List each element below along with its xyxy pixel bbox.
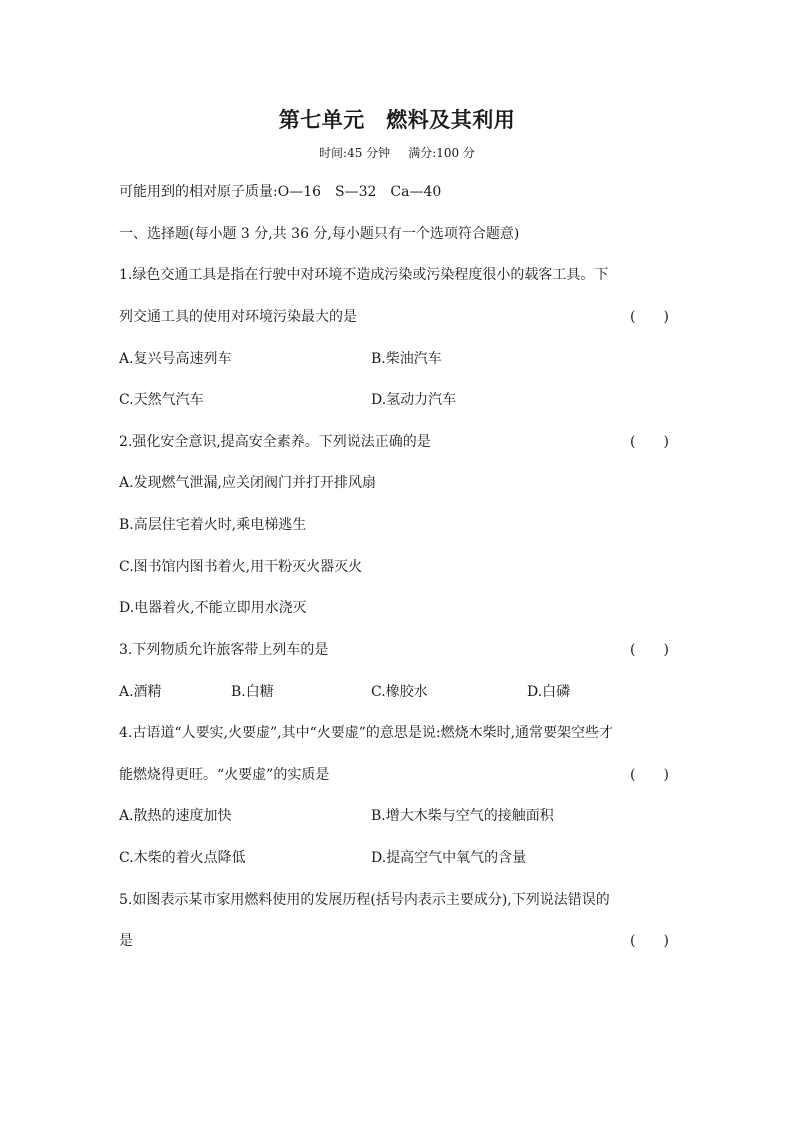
q3-option-b: B.白糖: [231, 684, 274, 700]
q5-stem-line2: 是: [119, 933, 133, 949]
q2-option-c: C.图书馆内图书着火,用干粉灭火器灭火: [119, 559, 363, 575]
q2-option-b: B.高层住宅着火时,乘电梯逃生: [119, 517, 307, 533]
q2-stem: 2.强化安全意识,提高安全素养。下列说法正确的是: [119, 434, 431, 450]
exam-meta: [0, 144, 794, 162]
q1-option-a: A.复兴号高速列车: [119, 351, 232, 367]
page-title: 第七单元 燃料及其利用: [278, 108, 516, 132]
q2-answer-paren: ( ): [630, 434, 669, 450]
q1-option-c: C.天然气汽车: [119, 392, 204, 408]
q4-stem-line2: 能燃烧得更旺。“火要虚”的实质是: [119, 767, 330, 783]
exam-score: 满分:100 分: [408, 146, 475, 160]
q1-answer-paren: ( ): [630, 309, 669, 325]
q4-answer-paren: ( ): [630, 767, 669, 783]
atomic-masses: 可能用到的相对原子质量:O—16 S—32 Ca—40: [119, 184, 442, 200]
q1-option-b: B.柴油汽车: [371, 351, 442, 367]
q1-option-d: D.氢动力汽车: [371, 392, 457, 408]
exam-time: 时间:45 分钟: [319, 146, 391, 160]
q4-option-c: C.木柴的着火点降低: [119, 850, 246, 866]
q3-option-a: A.酒精: [119, 684, 162, 700]
q4-option-d: D.提高空气中氧气的含量: [371, 850, 527, 866]
q3-option-d: D.白磷: [527, 684, 571, 700]
q5-answer-paren: ( ): [630, 933, 669, 949]
q2-option-d: D.电器着火,不能立即用水浇灭: [119, 600, 307, 616]
q1-stem-line1: 1.绿色交通工具是指在行驶中对环境不造成污染或污染程度很小的载客工具。下: [119, 267, 609, 283]
q2-option-a: A.发现燃气泄漏,应关闭阀门并打开排风扇: [119, 475, 377, 491]
q4-stem-line1: 4.古语道“人要实,火要虚”,其中“火要虚”的意思是说:燃烧木柴时,通常要架空些才: [119, 725, 614, 741]
q4-option-b: B.增大木柴与空气的接触面积: [371, 808, 554, 824]
q3-option-c: C.橡胶水: [371, 684, 428, 700]
q3-stem: 3.下列物质允许旅客带上列车的是: [119, 642, 329, 658]
q3-answer-paren: ( ): [630, 642, 669, 658]
q1-stem-line2: 列交通工具的使用对环境污染最大的是: [119, 309, 357, 325]
q5-stem-line1: 5.如图表示某市家用燃料使用的发展历程(括号内表示主要成分),下列说法错误的: [119, 892, 610, 908]
q4-option-a: A.散热的速度加快: [119, 808, 232, 824]
section-heading: 一、选择题(每小题 3 分,共 36 分,每小题只有一个选项符合题意): [119, 226, 520, 242]
